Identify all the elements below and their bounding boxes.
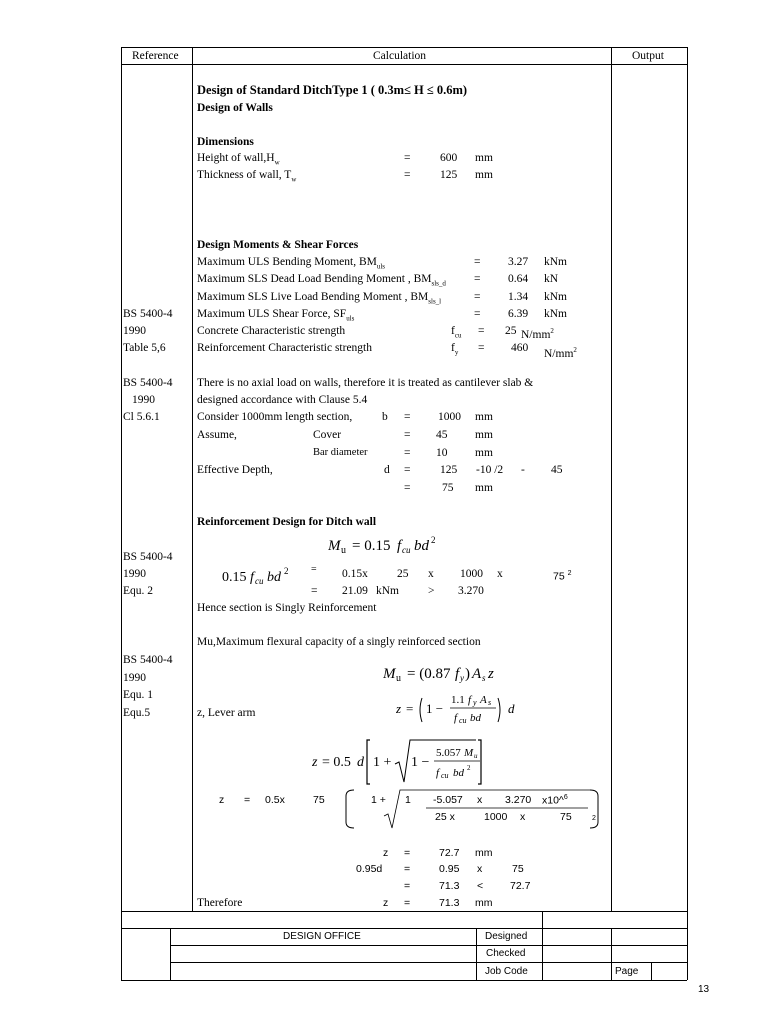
header-calculation: Calculation	[373, 50, 427, 62]
svg-text:u: u	[341, 545, 346, 556]
body-bottom	[121, 911, 687, 912]
footer-checked: Checked	[486, 948, 526, 959]
zr4-a: z	[383, 897, 389, 909]
cover-label: Cover	[313, 429, 342, 441]
zc-n3: x10^$^6$	[542, 794, 568, 807]
bar-label: Bar diameter	[313, 447, 368, 458]
height-unit: mm	[475, 152, 493, 164]
zc-nx1: x	[477, 794, 483, 806]
slab-line-1: There is no axial load on walls, therefore it is treated as cantilever slab &	[197, 377, 534, 389]
sls-dead-value: 0.64	[508, 273, 529, 285]
ref-d4: Equ.5	[123, 707, 151, 719]
uls-bm-eq: =	[474, 256, 481, 268]
zc-one: 1 +	[371, 794, 386, 806]
fcu-value: 25	[505, 325, 517, 337]
svg-text:f: f	[455, 666, 460, 682]
zr1-eq: =	[404, 847, 411, 859]
svg-text:5.057: 5.057	[436, 747, 461, 759]
zr3-eq: =	[404, 880, 411, 892]
sls-dead-label: Maximum SLS Dead Load Bending Moment , $BM_{sls\_d}$	[197, 273, 446, 288]
page-number: 13	[698, 984, 710, 995]
mu-result-eq: =	[311, 585, 318, 597]
ref-a3: Table 5,6	[123, 342, 166, 354]
z-formula	[312, 734, 482, 790]
uls-bm-value: 3.27	[508, 256, 529, 268]
footer-line-2	[170, 945, 687, 946]
lever-arm-formula	[396, 690, 521, 730]
sls-live-eq: =	[474, 291, 481, 303]
zr1-v: 72.7	[439, 847, 460, 859]
b-unit: mm	[475, 411, 493, 423]
svg-text:cu: cu	[459, 716, 467, 725]
zc-z: z	[219, 794, 225, 806]
svg-text:f: f	[454, 712, 458, 724]
uls-bm-unit: kNm	[544, 256, 567, 268]
svg-text:= 0.15: = 0.15	[352, 538, 391, 554]
d2-eq: =	[404, 482, 411, 494]
zr3-w: 72.7	[510, 880, 531, 892]
mu-result-value: 21.09	[342, 585, 368, 597]
walls-heading: Design of Walls	[197, 102, 273, 114]
ref-col-divider	[192, 47, 193, 911]
b-value: 1000	[438, 411, 461, 423]
zc-eq: =	[244, 794, 251, 806]
ref-a2: 1990	[123, 325, 146, 337]
ref-b2: 1990	[132, 394, 155, 406]
svg-text:1 −: 1 −	[426, 701, 444, 716]
uls-sf-unit: kNm	[544, 308, 567, 320]
dimensions-heading: Dimensions	[197, 136, 254, 148]
footer-div-b	[476, 928, 477, 980]
footer-design-office: DESIGN OFFICE	[283, 931, 361, 942]
svg-text:z: z	[488, 666, 494, 682]
mu-calc-eq: =	[311, 564, 317, 575]
mu-result-unit: kNm	[376, 585, 399, 597]
svg-text:1.1: 1.1	[451, 694, 465, 706]
zr2-x: x	[477, 863, 483, 875]
d2-value: 75	[442, 482, 454, 494]
ref-a1: BS 5400-4	[123, 308, 173, 320]
frame-right	[687, 47, 688, 980]
footer-page: Page	[615, 966, 639, 977]
mu-calc-v3: x	[428, 568, 434, 580]
svg-text:1 +: 1 +	[373, 755, 392, 770]
frame-left	[121, 47, 122, 980]
footer-line-3	[170, 962, 687, 963]
b-symbol: b	[382, 411, 388, 423]
d-v1: 125	[440, 464, 458, 476]
zr3-v: 71.3	[439, 880, 460, 892]
svg-text:z: z	[312, 755, 318, 770]
svg-text:2: 2	[467, 764, 471, 772]
fy-eq: =	[478, 342, 485, 354]
svg-text:=: =	[406, 701, 414, 716]
zr2-eq: =	[404, 863, 411, 875]
output-col-divider	[611, 47, 612, 911]
header-output: Output	[632, 50, 664, 62]
svg-text:): )	[465, 666, 470, 682]
sls-dead-eq: =	[474, 273, 481, 285]
ref-b3: Cl 5.6.1	[123, 411, 160, 423]
thickness-label: Thickness of wall, $T_w$	[197, 169, 297, 184]
ref-c2: 1990	[123, 568, 146, 580]
mu-formula-1	[328, 534, 448, 556]
d-v3: -	[521, 464, 525, 476]
d-v2: -10 /2	[476, 464, 504, 476]
fy-label: Reinforcement Characteristic strength	[197, 342, 372, 354]
sls-dead-unit: kN	[544, 273, 559, 285]
d2-unit: mm	[475, 482, 493, 494]
svg-text:M: M	[464, 747, 474, 759]
fcu-eq: =	[478, 325, 485, 337]
zc-d2: 1000	[484, 811, 508, 823]
svg-text:f: f	[397, 538, 402, 554]
svg-text:y: y	[473, 698, 477, 707]
svg-text:bd: bd	[470, 712, 481, 724]
uls-sf-label: Maximum ULS Shear Force, $SF_{uls}$	[197, 308, 355, 323]
height-label: Height of $wall,H_w$	[197, 152, 280, 167]
svg-text:M: M	[328, 538, 341, 554]
footer-div-a	[170, 928, 171, 980]
zr1-u: mm	[475, 847, 493, 859]
uls-sf-eq: =	[474, 308, 481, 320]
d-eq: =	[404, 464, 411, 476]
svg-text:bd: bd	[453, 767, 464, 779]
height-eq: =	[404, 152, 411, 164]
zr2-w: 75	[512, 863, 524, 875]
zc-one2: 1	[405, 794, 411, 806]
zc-d: 75	[313, 794, 325, 806]
slab-line-2: designed accordance with Clause 5.4	[197, 394, 368, 406]
hence-text: Hence section is Singly Reinforcement	[197, 602, 377, 614]
mu-result-compare: 3.270	[458, 585, 484, 597]
d-symbol: d	[384, 464, 390, 476]
assume-label: Assume,	[197, 429, 237, 441]
zr4-eq: =	[404, 897, 411, 909]
thickness-unit: mm	[475, 169, 493, 181]
zr2-v: 0.95	[439, 863, 460, 875]
ref-d2: 1990	[123, 672, 146, 684]
fcu-unit: $N/mm^2$	[521, 327, 554, 341]
thickness-eq: =	[404, 169, 411, 181]
page-title: Design of Standard DitchType 1 ( 0.3m≤ H ≤ 0.6m)	[197, 83, 468, 97]
ref-c3: Equ. 2	[123, 585, 154, 597]
svg-text:z: z	[396, 701, 402, 716]
svg-text:A: A	[472, 666, 482, 682]
svg-text:bd: bd	[267, 570, 281, 585]
moments-heading: Design Moments & Shear Forces	[197, 239, 359, 251]
svg-text:2: 2	[284, 566, 289, 576]
zc-n1: -5.057	[433, 794, 463, 806]
lever-arm-label: z, Lever arm	[197, 707, 256, 719]
mu-formula-2	[383, 662, 503, 684]
sls-live-label: Maximum SLS Live Load Bending Moment , $BM_{sls\_l}$	[197, 291, 442, 306]
zc-n2: 3.270	[505, 794, 532, 806]
svg-text:u: u	[396, 673, 401, 684]
zr2-a: 0.95d	[356, 863, 383, 875]
fcu-symbol: $f_{cu}$	[451, 325, 462, 340]
mu-capacity-text: Mu,Maximum flexural capacity of a singly reinforced section	[197, 636, 481, 648]
zr1-a: z	[383, 847, 389, 859]
svg-text:2: 2	[431, 535, 436, 545]
mu-calc-v2: 25	[397, 568, 409, 580]
eff-depth-label: Effective Depth,	[197, 464, 273, 476]
footer-div-c	[542, 911, 543, 980]
d-v4: 45	[551, 464, 563, 476]
svg-text:d: d	[508, 701, 515, 716]
svg-text:f: f	[436, 767, 440, 779]
mu-calc-v5: x	[497, 568, 503, 580]
cover-eq: =	[404, 429, 411, 441]
svg-text:A: A	[480, 694, 487, 706]
ref-b1: BS 5400-4	[123, 377, 173, 389]
ref-c1: BS 5400-4	[123, 551, 173, 563]
svg-text:M: M	[383, 666, 396, 682]
header-reference: Reference	[132, 50, 179, 62]
fy-value: 460	[511, 342, 529, 354]
consider-label: Consider 1000mm length section,	[197, 411, 353, 423]
ref-d3: Equ. 1	[123, 689, 154, 701]
footer-job-code: Job Code	[485, 966, 528, 977]
mu-calc-v4: 1000	[460, 568, 483, 580]
bar-unit: mm	[475, 447, 493, 459]
svg-text:d: d	[357, 755, 364, 770]
ref-d1: BS 5400-4	[123, 654, 173, 666]
zc-dx: x	[520, 811, 526, 823]
cover-value: 45	[436, 429, 448, 441]
svg-text:1 −: 1 −	[411, 755, 430, 770]
svg-text:cu: cu	[402, 545, 411, 555]
svg-text:= 0.5: = 0.5	[322, 755, 351, 770]
fy-symbol: $f_y$	[451, 342, 459, 357]
mu-calc-v6: 75 $^2$	[553, 570, 572, 583]
zc-d3: 75	[560, 811, 572, 823]
zc-dexp: 2	[592, 815, 596, 822]
zc-d1: 25 x	[435, 811, 455, 823]
svg-text:= (0.87: = (0.87	[407, 666, 451, 682]
svg-text:s: s	[488, 698, 492, 707]
bar-value: 10	[436, 447, 448, 459]
thickness-value: 125	[440, 169, 458, 181]
svg-text:f: f	[468, 694, 472, 706]
frame-bottom	[121, 980, 687, 981]
sls-live-value: 1.34	[508, 291, 529, 303]
footer-designed: Designed	[485, 931, 528, 942]
svg-text:u: u	[474, 752, 478, 760]
bar-eq: =	[404, 447, 411, 459]
footer-div-d	[611, 928, 612, 980]
mu-calc-v1: 0.15x	[342, 568, 368, 580]
svg-text:y: y	[460, 673, 464, 683]
mu-formula-lhs	[222, 565, 302, 587]
header-bottom	[121, 64, 687, 65]
fcu-label: Concrete Characteristic strength	[197, 325, 346, 337]
svg-text:s: s	[482, 673, 486, 683]
svg-text:0.15: 0.15	[222, 570, 247, 585]
sls-live-unit: kNm	[544, 291, 567, 303]
therefore-label: Therefore	[197, 897, 243, 909]
zr4-v: 71.3	[439, 897, 460, 909]
footer-div-e	[651, 962, 652, 980]
svg-text:cu: cu	[255, 576, 264, 586]
fy-unit: $N/mm^2$	[544, 346, 577, 360]
reinf-heading: Reinforcement Design for Ditch wall	[197, 516, 377, 528]
zc-half: 0.5x	[265, 794, 285, 806]
zr3-lt: <	[477, 880, 484, 892]
zr4-u: mm	[475, 897, 493, 909]
frame-top	[121, 47, 687, 48]
svg-text:f: f	[250, 570, 254, 585]
svg-text:cu: cu	[441, 771, 449, 780]
height-value: 600	[440, 152, 458, 164]
cover-unit: mm	[475, 429, 493, 441]
uls-sf-value: 6.39	[508, 308, 529, 320]
b-eq: =	[404, 411, 411, 423]
footer-line-1	[121, 928, 687, 929]
svg-text:bd: bd	[414, 538, 429, 554]
mu-result-gt: >	[428, 585, 435, 597]
uls-bm-label: Maximum ULS Bending Moment, $BM_{uls}$	[197, 256, 386, 271]
